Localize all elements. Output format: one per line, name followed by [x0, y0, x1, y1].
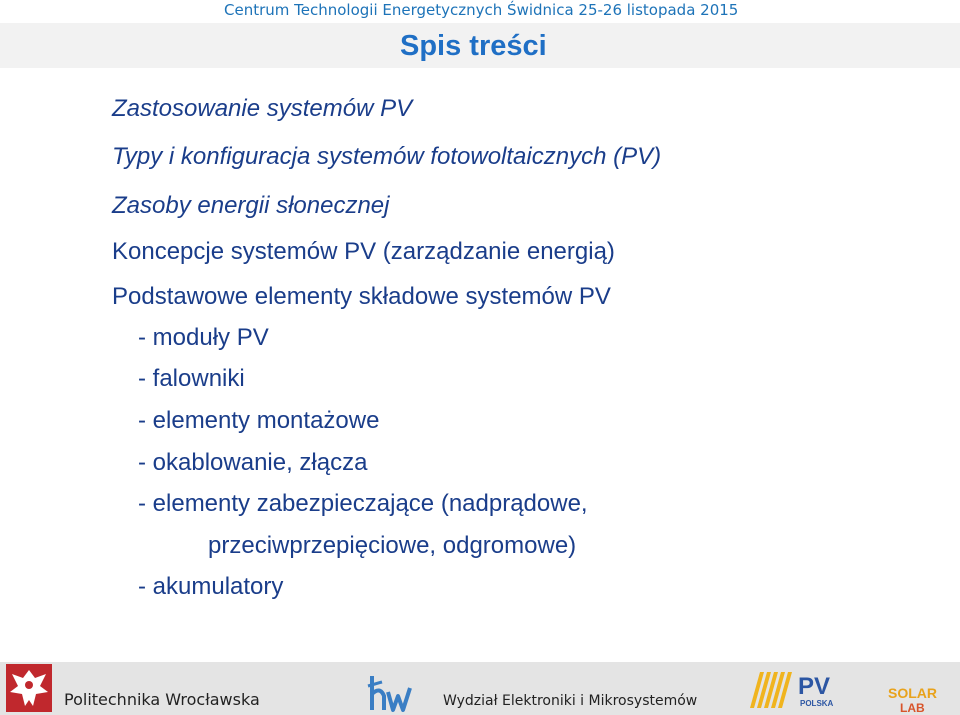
toc-subitem-5: - elementy zabezpieczające (nadprądowe,: [138, 490, 588, 517]
toc-subitem-6: - akumulatory: [138, 573, 284, 600]
pv-polska-logo-icon: [748, 668, 846, 712]
toc-subitem-2: - falowniki: [138, 365, 245, 392]
toc-item-4: Koncepcje systemów PV (zarządzanie energią): [112, 238, 615, 265]
toc-item-5: Podstawowe elementy składowe systemów PV: [112, 283, 611, 310]
svg-text:LAB: LAB: [900, 701, 925, 714]
conference-header: Centrum Technologii Energetycznych Świdnica 25-26 listopada 2015: [224, 1, 739, 19]
university-name: Politechnika Wrocławska: [64, 690, 260, 709]
svg-text:POLSKA: POLSKA: [800, 699, 834, 708]
toc-item-1: Zastosowanie systemów PV: [112, 95, 413, 122]
solar-lab-logo-icon: [886, 684, 958, 714]
toc-item-2: Typy i konfiguracja systemów fotowoltaicznych (PV): [112, 143, 662, 170]
slide-title: Spis treści: [400, 30, 547, 62]
toc-subitem-4: - okablowanie, złącza: [138, 449, 368, 476]
toc-subitem-3: - elementy montażowe: [138, 407, 380, 434]
toc-item-3: Zasoby energii słonecznej: [112, 192, 390, 219]
w4-faculty-logo-icon: [366, 672, 414, 712]
svg-text:SOLAR: SOLAR: [888, 685, 937, 701]
faculty-name: Wydział Elektroniki i Mikrosystemów: [443, 693, 698, 709]
pwr-eagle-logo-icon: [6, 664, 52, 712]
toc-subitem-5-continued: przeciwprzepięciowe, odgromowe): [208, 532, 577, 559]
toc-subitem-1: - moduły PV: [138, 324, 269, 351]
svg-text:PV: PV: [798, 673, 831, 700]
